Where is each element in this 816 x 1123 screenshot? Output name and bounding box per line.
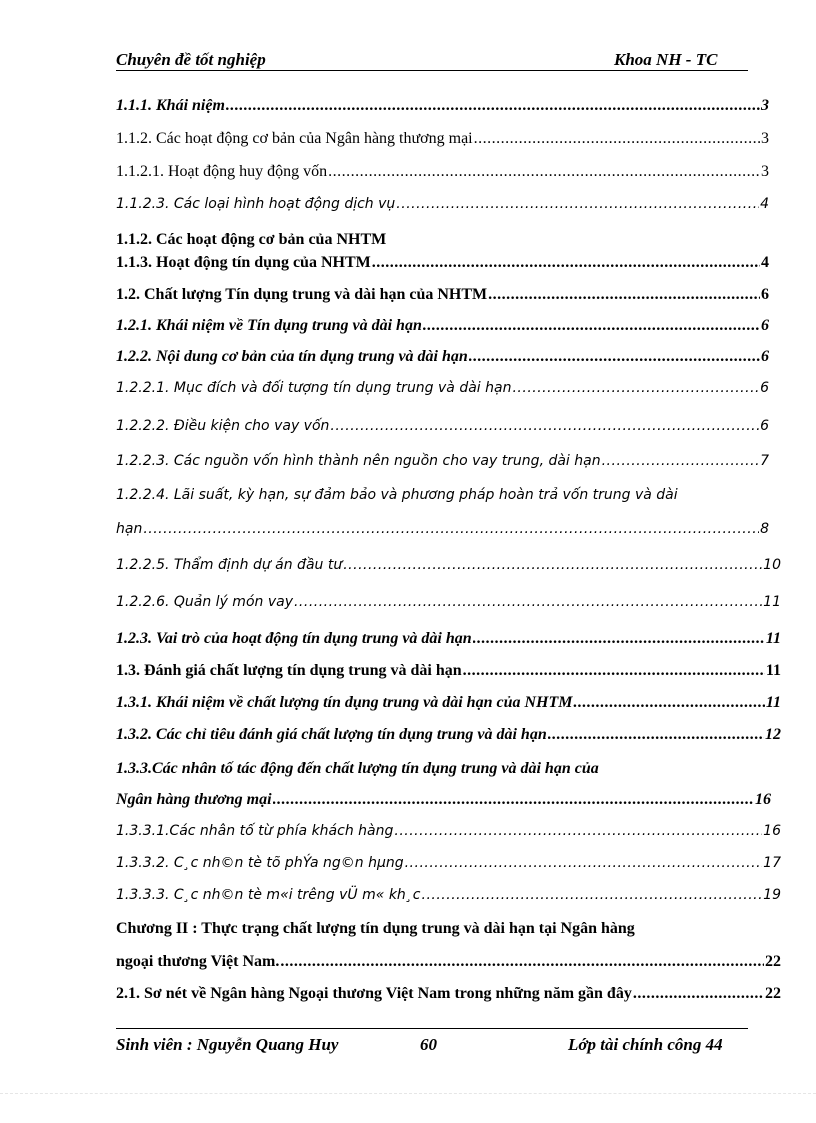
toc-entry: 1.3. Đánh giá chất lượng tín dụng trung và dài hạn ..... 11 [116,662,781,680]
toc-entry: 1.1.1. Khái niệm ..... 3 [116,97,769,115]
toc-entry: 2.1. Sơ nét về Ngân hàng Ngoại thương Việt Nam trong những năm gần đây ..... 22 [116,985,781,1003]
toc-entry: 1.1.2. Các hoạt động cơ bản của Ngân hàng thương mại ..... 3 [116,130,769,148]
page-footer [116,1028,748,1059]
toc-entry: 1.1.3. Hoạt động tín dụng của NHTM ..... 4 [116,254,769,272]
header-department: Khoa NH - TC [614,50,718,69]
toc-entry: 1.1.2.3. Các loại hình hoạt động dịch vụ ..... 4 [116,196,769,212]
toc-entry: 1.2.2.3. Các nguồn vốn hình thành nên nguồn cho vay trung, dài hạn ..... 7 [116,453,769,469]
toc-entry: hạn ..... 8 [116,521,769,537]
toc-entry: 1.2.1. Khái niệm về Tín dụng trung và dài hạn ..... 6 [116,317,769,335]
toc-entry: Chương II : Thực trạng chất lượng tín dụng trung và dài hạn tại Ngân hàng [116,920,635,937]
toc-entry: 1.3.1. Khái niệm về chất lượng tín dụng trung và dài hạn của NHTM ..... 11 [116,694,781,712]
toc-entry: 1.3.3.3. C¸c nh©n tè m«i trêng vÜ m« kh¸c ..... 19 [116,887,781,903]
toc-entry: 1.2.2.6. Quản lý món vay ..... 11 [116,594,781,610]
toc-entry: 1.3.3.1.Các nhân tố từ phía khách hàng ..... 16 [116,823,781,839]
toc-entry: 1.2.2.5. Thẩm định dự án đầu tư ..... 10 [116,557,781,573]
toc-entry: ngoại thương Việt Nam. ..... 22 [116,953,781,971]
footer-student: Sinh viên : Nguyễn Quang Huy [116,1035,339,1054]
toc-entry: 1.2.3. Vai trò của hoạt động tín dụng trung và dài hạn ..... 11 [116,630,781,648]
toc-entry: 1.3.3.Các nhân tố tác động đến chất lượng tín dụng trung và dài hạn của [116,760,599,777]
page-header [116,48,748,71]
page-break-divider [0,1093,816,1094]
toc-entry: 1.2.2.1. Mục đích và đối tượng tín dụng trung và dài hạn ..... 6 [116,380,769,396]
toc-entry: 1.3.3.2. C¸c nh©n tè tõ phÝa ng©n hµng ..... 17 [116,855,781,871]
toc-entry: 1.2.2.4. Lãi suất, kỳ hạn, sự đảm bảo và phương pháp hoàn trả vốn trung và dài [116,487,678,503]
toc-entry: 1.3.2. Các chỉ tiêu đánh giá chất lượng tín dụng trung và dài hạn ..... 12 [116,726,781,744]
toc-entry: 1.2.2.2. Điều kiện cho vay vốn ..... 6 [116,418,769,434]
toc-entry: 1.1.2.1. Hoạt động huy động vốn ..... 3 [116,163,769,181]
toc-entry: Ngân hàng thương mại ..... 16 [116,791,771,809]
toc-entry: 1.2. Chất lượng Tín dụng trung và dài hạn của NHTM ..... 6 [116,286,769,304]
footer-class: Lớp tài chính công 44 [568,1035,723,1054]
header-title: Chuyên đề tốt nghiệp [116,50,266,69]
toc-entry: 1.1.2. Các hoạt động cơ bản của NHTM [116,231,387,248]
footer-page-number: 60 [420,1035,437,1054]
toc-entry: 1.2.2. Nội dung cơ bản của tín dụng trung và dài hạn ..... 6 [116,348,769,366]
